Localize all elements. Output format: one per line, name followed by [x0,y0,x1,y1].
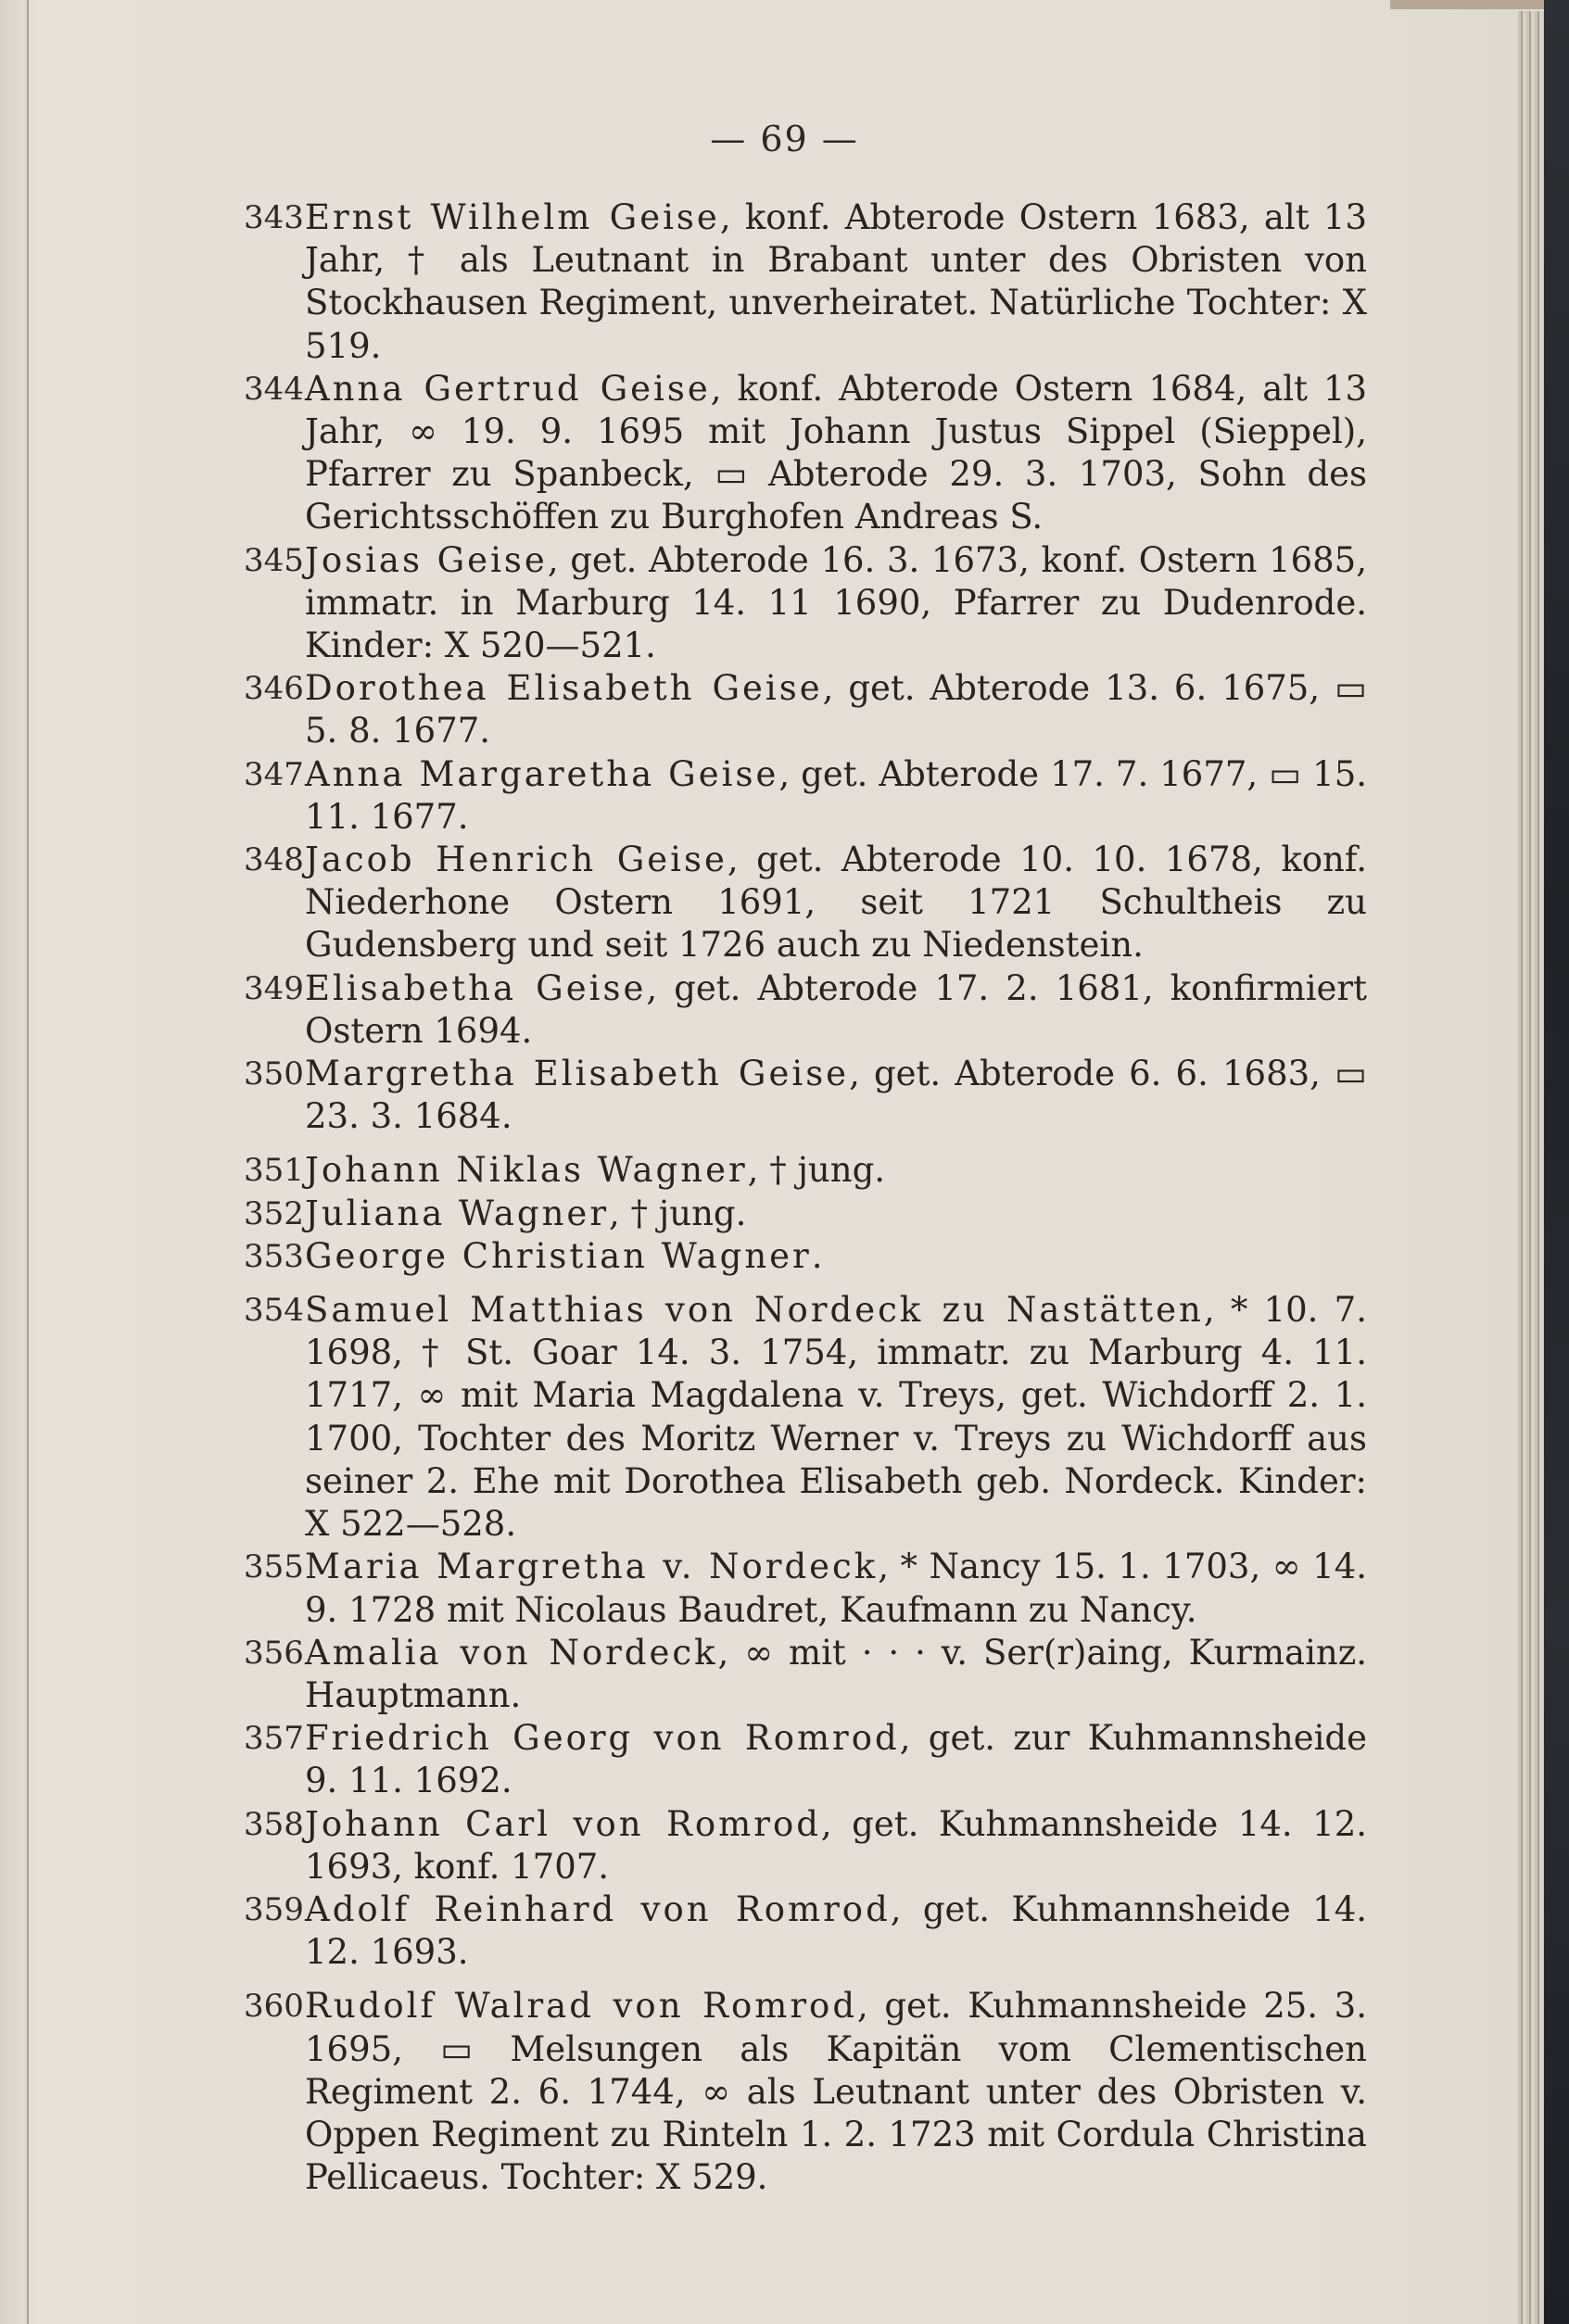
entry-text: , † jung. [609,1193,747,1233]
entry-number: 344 [244,370,304,408]
person-name: George Christian Wagner [305,1235,812,1276]
person-name: Johann Carl von Romrod [305,1803,821,1844]
entry-text: , get. Abterode 13. 6. 1675, ▭ 5. 8. 1677. [305,668,1367,752]
person-name: Amalia von Nordeck [305,1632,718,1673]
page-number: — 69 — [710,119,859,159]
entry-text: , get. Abterode 10. 10. 1678, konf. Niederhone Ostern 1691, seit 1721 Schultheis zu Gudensberg und seit 1726 auch zu Niedenstein. [305,840,1367,966]
entry-text: , konf. Abterode Ostern 1684, alt 13 Jahr, ∞ 19. 9. 1695 mit Johann Justus Sippel (Sieppel), Pfarrer zu Spanbeck, ▭ Abterode 29. 3. 1703, Sohn des Gerichtsschöffen zu Burghofen Andreas S. [305,368,1368,537]
entry-345 [244,539,1367,668]
book-cover-edge [1544,0,1569,2324]
entry-344 [244,368,1367,539]
entry-number: 357 [244,1720,304,1758]
entry-number: 354 [244,1292,304,1330]
person-name: Rudolf Walrad von Romrod [305,1986,858,2027]
entry-359 [244,1888,1367,1974]
entry-number: 345 [244,541,304,579]
entry-356 [244,1632,1367,1717]
entry-349 [244,967,1367,1053]
page-edge-stack [1518,11,1546,2324]
person-name: Samuel Matthias von Nordeck zu Nastätten [305,1290,1204,1331]
entry-text: , ∞ mit · · · v. Ser(r)aing, Kurmainz. Hauptmann. [305,1632,1367,1715]
entry-text: , get. Abterode 16. 3. 1673, konf. Ostern 1685, immatr. in Marburg 14. 11 1690, Pfarrer zu Dudenrode. Kinder: X 520—521. [305,539,1367,666]
entry-number: 359 [244,1890,304,1928]
entry-number: 350 [244,1055,304,1093]
entry-text: , get. zur Kuhmannsheide 9. 11. 1692. [305,1718,1368,1801]
person-name: Ernst Wilhelm Geise [305,197,720,237]
entry-text: , get. Abterode 6. 6. 1683, ▭ 23. 3. 1684. [305,1054,1367,1137]
person-name: Johann Niklas Wagner [305,1150,748,1191]
page-top-edge [1390,0,1548,9]
entry-number: 358 [244,1805,304,1843]
entry-355 [244,1546,1367,1631]
entry-343 [244,196,1367,368]
entry-number: 355 [244,1548,304,1586]
entry-text: , † jung. [747,1150,886,1191]
entry-text: , get. Kuhmannsheide 25. 3. 1695, ▭ Melsungen als Kapitän vom Clementischen Regiment 2. 6. 1744, ∞ als Leutnant unter des Obristen v. Oppen Regiment zu Rinteln 1. 2. 1723 mit Cordula Christina Pellicaeus. Tochter: X 529. [305,1986,1367,2198]
person-name: Juliana Wagner [305,1193,610,1233]
entry-text: , * Nancy 15. 1. 1703, ∞ 14. 9. 1728 mit Nicolaus Baudret, Kaufmann zu Nancy. [305,1547,1367,1630]
entry-number: 346 [244,670,304,708]
entry-number: 351 [244,1152,304,1190]
entry-text: , get. Abterode 17. 7. 1677, ▭ 15. 11. 1677. [305,753,1367,837]
genealogy-entry-list [244,196,1367,2199]
entry-352 [244,1193,1367,1235]
entry-number: 353 [244,1237,304,1275]
gutter-fold-line [27,0,29,2324]
entry-text: , get. Kuhmannsheide 14. 12. 1693. [305,1888,1367,1973]
person-name: Josias Geise [305,539,548,580]
entry-text: , get. Kuhmannsheide 14. 12. 1693, konf. 1707. [305,1803,1367,1887]
entry-350 [244,1053,1367,1138]
person-name: Dorothea Elisabeth Geise [305,668,823,709]
entry-353 [244,1235,1367,1278]
entry-number: 352 [244,1194,304,1232]
entry-text: , get. Abterode 17. 2. 1681, konfirmiert Ostern 1694. [305,967,1367,1051]
entry-348 [244,839,1367,967]
person-name: Margretha Elisabeth Geise [305,1054,850,1094]
person-name: Elisabetha Geise [305,967,647,1008]
entry-text: , * 10. 7. 1698, † St. Goar 14. 3. 1754, immatr. zu Marburg 4. 11. 1717, ∞ mit Maria Magdalena v. Treys, get. Wichdorff 2. 1. 1700, Tochter des Moritz Werner v. Treys zu Wichdorff aus seiner 2. Ehe mit Dorothea Elisabeth geb. Nordeck. Kinder: X 522—528. [305,1290,1367,1545]
entry-351 [244,1149,1367,1192]
entry-357 [244,1717,1367,1802]
entry-text: , konf. Abterode Ostern 1683, alt 13 Jahr, † als Leutnant in Brabant unter des Obristen von Stockhausen Regiment, unverheiratet. Natürliche Tochter: X 519. [305,197,1367,366]
entry-number: 347 [244,755,304,793]
person-name: Anna Margaretha Geise [305,753,779,794]
entry-347 [244,753,1367,839]
gutter-shade [0,0,27,2324]
entry-number: 360 [244,1988,304,2026]
entry-354 [244,1289,1367,1546]
person-name: Anna Gertrud Geise [305,368,711,409]
entry-number: 349 [244,969,304,1007]
person-name: Maria Margretha v. Nordeck [305,1547,879,1587]
entry-number: 348 [244,841,304,879]
person-name: Adolf Reinhard von Romrod [305,1888,891,1929]
entry-360 [244,1985,1367,2199]
entry-number: 343 [244,199,304,236]
person-name: Friedrich Georg von Romrod [305,1718,900,1759]
person-name: Jacob Henrich Geise [305,840,728,880]
entry-358 [244,1803,1367,1888]
entry-346 [244,667,1367,752]
entry-number: 356 [244,1634,304,1672]
entry-text: . [811,1235,823,1276]
